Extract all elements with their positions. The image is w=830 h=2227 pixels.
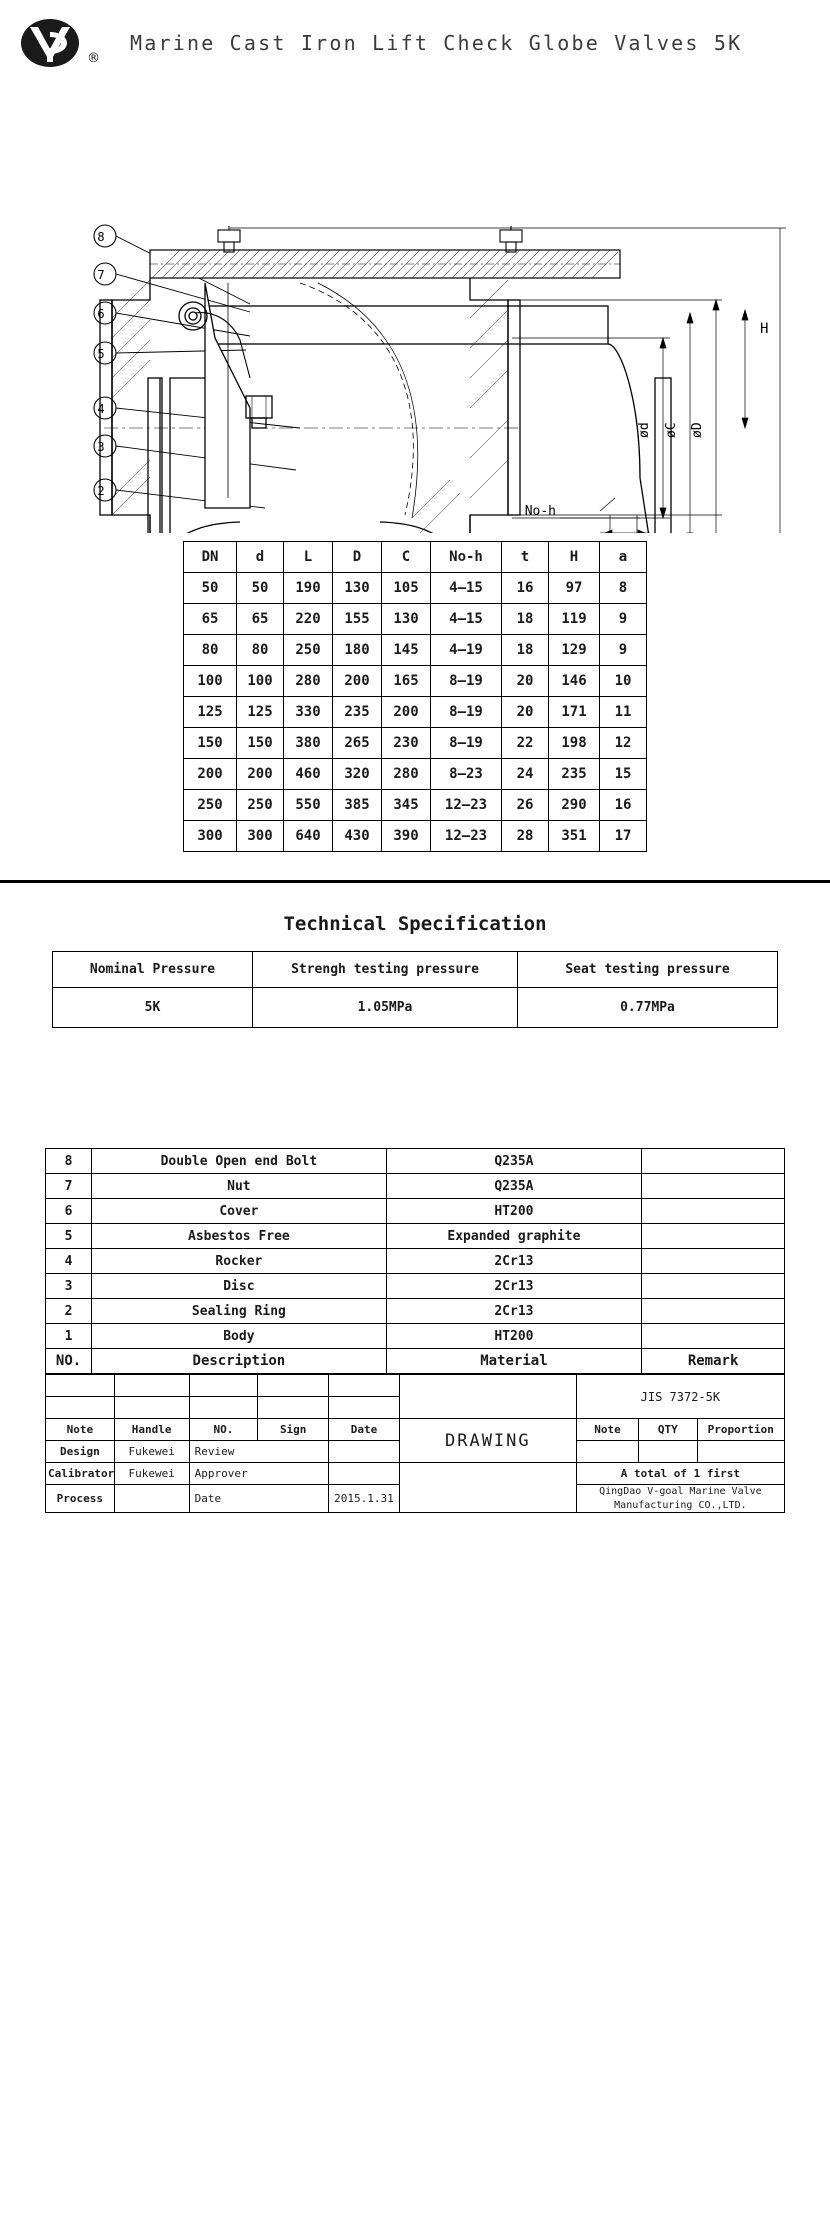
tb-role-date: Date (189, 1485, 328, 1513)
tb-col-sign: Sign (258, 1419, 329, 1441)
tb-label-design: Design (46, 1441, 115, 1463)
parts-col-no: NO. (46, 1349, 92, 1374)
dim-col-dd: D (333, 542, 382, 573)
cell-t: 22 (502, 728, 549, 759)
cell-dn: 250 (184, 790, 237, 821)
cell-dd: 180 (333, 635, 382, 666)
tb-blank-2 (114, 1375, 189, 1397)
tb-right-note: Note (576, 1419, 638, 1441)
cell-dd: 320 (333, 759, 382, 790)
part-no: 6 (46, 1199, 92, 1224)
cell-dn: 100 (184, 666, 237, 697)
part-remark (642, 1174, 785, 1199)
label-no-h: No-h (524, 504, 556, 519)
callout-7: 7 (97, 268, 105, 282)
parts-list-table (45, 1148, 785, 1374)
cell-t: 16 (502, 573, 549, 604)
tb-role-approver: Approver (189, 1463, 328, 1485)
tb-company-line2: Manufacturing CO.,LTD. (614, 1499, 747, 1511)
tb-col-date: Date (329, 1419, 400, 1441)
cell-h: 235 (549, 759, 600, 790)
cell-h: 198 (549, 728, 600, 759)
table-row (46, 1463, 785, 1485)
tb-right-proportion: Proportion (697, 1419, 785, 1441)
part-material: HT200 (386, 1324, 642, 1349)
table-row (184, 728, 647, 759)
dim-col-a: a (600, 542, 647, 573)
cell-t: 20 (502, 666, 549, 697)
cell-noh: 8–19 (431, 697, 502, 728)
cell-h: 351 (549, 821, 600, 852)
cell-dd: 430 (333, 821, 382, 852)
tb-label-process: Process (46, 1485, 115, 1513)
part-desc: Cover (92, 1199, 387, 1224)
section-divider (0, 880, 830, 883)
part-no: 4 (46, 1249, 92, 1274)
parts-list-wrap (0, 1148, 830, 1374)
part-remark (642, 1274, 785, 1299)
cell-d: 150 (237, 728, 284, 759)
table-row (46, 1274, 785, 1299)
page-header (0, 0, 830, 78)
cell-dd: 385 (333, 790, 382, 821)
spec-val-strength-pressure: 1.05MPa (253, 988, 518, 1028)
dim-col-h: H (549, 542, 600, 573)
tb-name-process (114, 1485, 189, 1513)
registered-mark: ® (87, 51, 100, 66)
spec-val-nominal-pressure: 5K (53, 988, 253, 1028)
table-row (184, 790, 647, 821)
part-material: HT200 (386, 1199, 642, 1224)
cell-t: 24 (502, 759, 549, 790)
tb-company (576, 1485, 784, 1513)
table-row (184, 821, 647, 852)
cell-l: 220 (284, 604, 333, 635)
part-material: 2Cr13 (386, 1274, 642, 1299)
tb-blank-3 (189, 1375, 258, 1397)
cell-a: 9 (600, 604, 647, 635)
tb-blank-10 (329, 1397, 400, 1419)
cell-l: 330 (284, 697, 333, 728)
cell-t: 28 (502, 821, 549, 852)
cell-h: 129 (549, 635, 600, 666)
cell-dn: 80 (184, 635, 237, 666)
tb-standard: JIS 7372-5K (576, 1375, 784, 1419)
cell-c: 230 (382, 728, 431, 759)
tb-name-design: Fukewei (114, 1441, 189, 1463)
page-title: Marine Cast Iron Lift Check Globe Valves 5K (130, 31, 743, 55)
spec-col-strength-pressure: Strengh testing pressure (253, 952, 518, 988)
tb-blank-9 (258, 1397, 329, 1419)
tb-value-date: 2015.1.31 (329, 1485, 400, 1513)
part-material: Q235A (386, 1174, 642, 1199)
cell-d: 125 (237, 697, 284, 728)
tb-right-blank-3 (697, 1441, 785, 1463)
cell-d: 50 (237, 573, 284, 604)
cell-a: 15 (600, 759, 647, 790)
cell-l: 280 (284, 666, 333, 697)
table-row (184, 666, 647, 697)
cell-l: 190 (284, 573, 333, 604)
tb-blank-6 (46, 1397, 115, 1419)
dim-col-no-h: No-h (431, 542, 502, 573)
callout-8: 8 (97, 230, 105, 244)
cell-d: 200 (237, 759, 284, 790)
tb-blank-mid (399, 1375, 576, 1419)
part-material: 2Cr13 (386, 1249, 642, 1274)
dim-col-d: d (237, 542, 284, 573)
tb-blank-8 (189, 1397, 258, 1419)
tb-right-blank-2 (639, 1441, 697, 1463)
cell-h: 119 (549, 604, 600, 635)
part-material: Expanded graphite (386, 1224, 642, 1249)
callout-6: 6 (97, 307, 105, 321)
cell-noh: 8–19 (431, 666, 502, 697)
tb-blank-4 (258, 1375, 329, 1397)
tb-blank-1 (46, 1375, 115, 1397)
cell-a: 11 (600, 697, 647, 728)
cell-t: 18 (502, 604, 549, 635)
part-remark (642, 1324, 785, 1349)
valve-section (100, 226, 620, 533)
cell-h: 97 (549, 573, 600, 604)
parts-list-footer-row (46, 1349, 785, 1374)
table-row (46, 1299, 785, 1324)
tb-col-note: Note (46, 1419, 115, 1441)
tech-spec-header-row (53, 952, 778, 988)
tb-role-review: Review (189, 1441, 328, 1463)
spec-val-seat-pressure: 0.77MPa (518, 988, 778, 1028)
tb-total: A total of 1 first (576, 1463, 784, 1485)
parts-col-remark: Remark (642, 1349, 785, 1374)
dim-col-l: L (284, 542, 333, 573)
part-no: 2 (46, 1299, 92, 1324)
table-row (46, 1249, 785, 1274)
part-remark (642, 1224, 785, 1249)
cell-dd: 200 (333, 666, 382, 697)
valve-drawing (0, 78, 830, 533)
tb-value-approver (329, 1463, 400, 1485)
part-desc: Sealing Ring (92, 1299, 387, 1324)
cell-t: 18 (502, 635, 549, 666)
cell-c: 105 (382, 573, 431, 604)
cell-l: 550 (284, 790, 333, 821)
callout-3: 3 (97, 440, 105, 454)
cell-dn: 150 (184, 728, 237, 759)
cell-noh: 8–23 (431, 759, 502, 790)
table-row (46, 1149, 785, 1174)
callout-5: 5 (97, 347, 105, 361)
cell-noh: 12–23 (431, 790, 502, 821)
part-remark (642, 1249, 785, 1274)
cell-h: 146 (549, 666, 600, 697)
parts-col-desc: Description (92, 1349, 387, 1374)
tb-col-no: NO. (189, 1419, 258, 1441)
table-row (46, 1375, 785, 1397)
table-row (46, 1199, 785, 1224)
logo (0, 18, 120, 68)
cell-c: 200 (382, 697, 431, 728)
table-row (46, 1324, 785, 1349)
cell-d: 250 (237, 790, 284, 821)
tb-name-calibrator: Fukewei (114, 1463, 189, 1485)
cell-c: 390 (382, 821, 431, 852)
table-row (184, 604, 647, 635)
callout-4: 4 (97, 402, 105, 416)
cell-t: 20 (502, 697, 549, 728)
v-goal-logo-icon (20, 18, 84, 68)
part-no: 5 (46, 1224, 92, 1249)
cell-a: 12 (600, 728, 647, 759)
title-block-table (45, 1374, 785, 1513)
table-row (46, 1174, 785, 1199)
part-remark (642, 1299, 785, 1324)
tb-col-handle: Handle (114, 1419, 189, 1441)
dim-col-t: t (502, 542, 549, 573)
table-row (184, 697, 647, 728)
part-no: 7 (46, 1174, 92, 1199)
cell-a: 9 (600, 635, 647, 666)
cell-d: 300 (237, 821, 284, 852)
tb-blank-5 (329, 1375, 400, 1397)
table-row (184, 759, 647, 790)
tb-company-line1: QingDao V-goal Marine Valve (599, 1486, 762, 1497)
cell-dn: 65 (184, 604, 237, 635)
tech-spec-title: Technical Specification (283, 913, 547, 935)
valve-drawing-svg (0, 78, 830, 533)
part-desc: Body (92, 1324, 387, 1349)
tech-spec-value-row (53, 988, 778, 1028)
spec-col-nominal-pressure: Nominal Pressure (53, 952, 253, 988)
spec-col-seat-pressure: Seat testing pressure (518, 952, 778, 988)
dimension-table (183, 541, 647, 852)
label-phi-d: ød (637, 422, 652, 438)
cell-l: 640 (284, 821, 333, 852)
cell-c: 130 (382, 604, 431, 635)
part-no: 1 (46, 1324, 92, 1349)
part-desc: Asbestos Free (92, 1224, 387, 1249)
cell-dd: 265 (333, 728, 382, 759)
tb-drawing-label: DRAWING (399, 1419, 576, 1463)
cell-noh: 4–15 (431, 604, 502, 635)
cell-noh: 8–19 (431, 728, 502, 759)
cell-dn: 125 (184, 697, 237, 728)
cell-h: 290 (549, 790, 600, 821)
cell-d: 65 (237, 604, 284, 635)
cell-noh: 4–15 (431, 573, 502, 604)
label-H: H (760, 321, 769, 337)
part-no: 8 (46, 1149, 92, 1174)
dim-col-dn: DN (184, 542, 237, 573)
tb-blank-mid-2 (399, 1463, 576, 1513)
tech-spec-table (52, 951, 778, 1028)
part-material: Q235A (386, 1149, 642, 1174)
title-block-wrap (0, 1374, 830, 1513)
part-no: 3 (46, 1274, 92, 1299)
cell-c: 280 (382, 759, 431, 790)
cell-d: 100 (237, 666, 284, 697)
part-remark (642, 1149, 785, 1174)
parts-col-material: Material (386, 1349, 642, 1374)
cell-c: 165 (382, 666, 431, 697)
dim-col-c: C (382, 542, 431, 573)
cell-dd: 235 (333, 697, 382, 728)
cell-l: 460 (284, 759, 333, 790)
label-phi-C: øC (664, 422, 679, 438)
cell-dd: 130 (333, 573, 382, 604)
cell-c: 145 (382, 635, 431, 666)
cell-dd: 155 (333, 604, 382, 635)
cell-a: 8 (600, 573, 647, 604)
table-row (46, 1224, 785, 1249)
cell-l: 250 (284, 635, 333, 666)
label-phi-D: øD (690, 422, 705, 438)
cell-t: 26 (502, 790, 549, 821)
tb-right-qty: QTY (639, 1419, 697, 1441)
part-desc: Nut (92, 1174, 387, 1199)
dimension-table-header-row (184, 542, 647, 573)
cell-d: 80 (237, 635, 284, 666)
callout-2: 2 (97, 484, 105, 498)
cell-dn: 300 (184, 821, 237, 852)
cell-noh: 12–23 (431, 821, 502, 852)
part-remark (642, 1199, 785, 1224)
cell-a: 16 (600, 790, 647, 821)
table-row (184, 573, 647, 604)
part-material: 2Cr13 (386, 1299, 642, 1324)
cell-dn: 50 (184, 573, 237, 604)
cell-noh: 4–19 (431, 635, 502, 666)
table-row (184, 635, 647, 666)
part-desc: Double Open end Bolt (92, 1149, 387, 1174)
tb-value-review (329, 1441, 400, 1463)
tb-label-calibrator: Calibrator (46, 1463, 115, 1485)
tb-right-blank-1 (576, 1441, 638, 1463)
cell-a: 17 (600, 821, 647, 852)
cell-c: 345 (382, 790, 431, 821)
tech-spec-wrap (0, 951, 830, 1028)
table-row (46, 1419, 785, 1441)
cell-dn: 200 (184, 759, 237, 790)
cell-h: 171 (549, 697, 600, 728)
dimension-table-wrap (0, 541, 830, 852)
cell-l: 380 (284, 728, 333, 759)
cell-a: 10 (600, 666, 647, 697)
tb-blank-7 (114, 1397, 189, 1419)
part-desc: Disc (92, 1274, 387, 1299)
part-desc: Rocker (92, 1249, 387, 1274)
